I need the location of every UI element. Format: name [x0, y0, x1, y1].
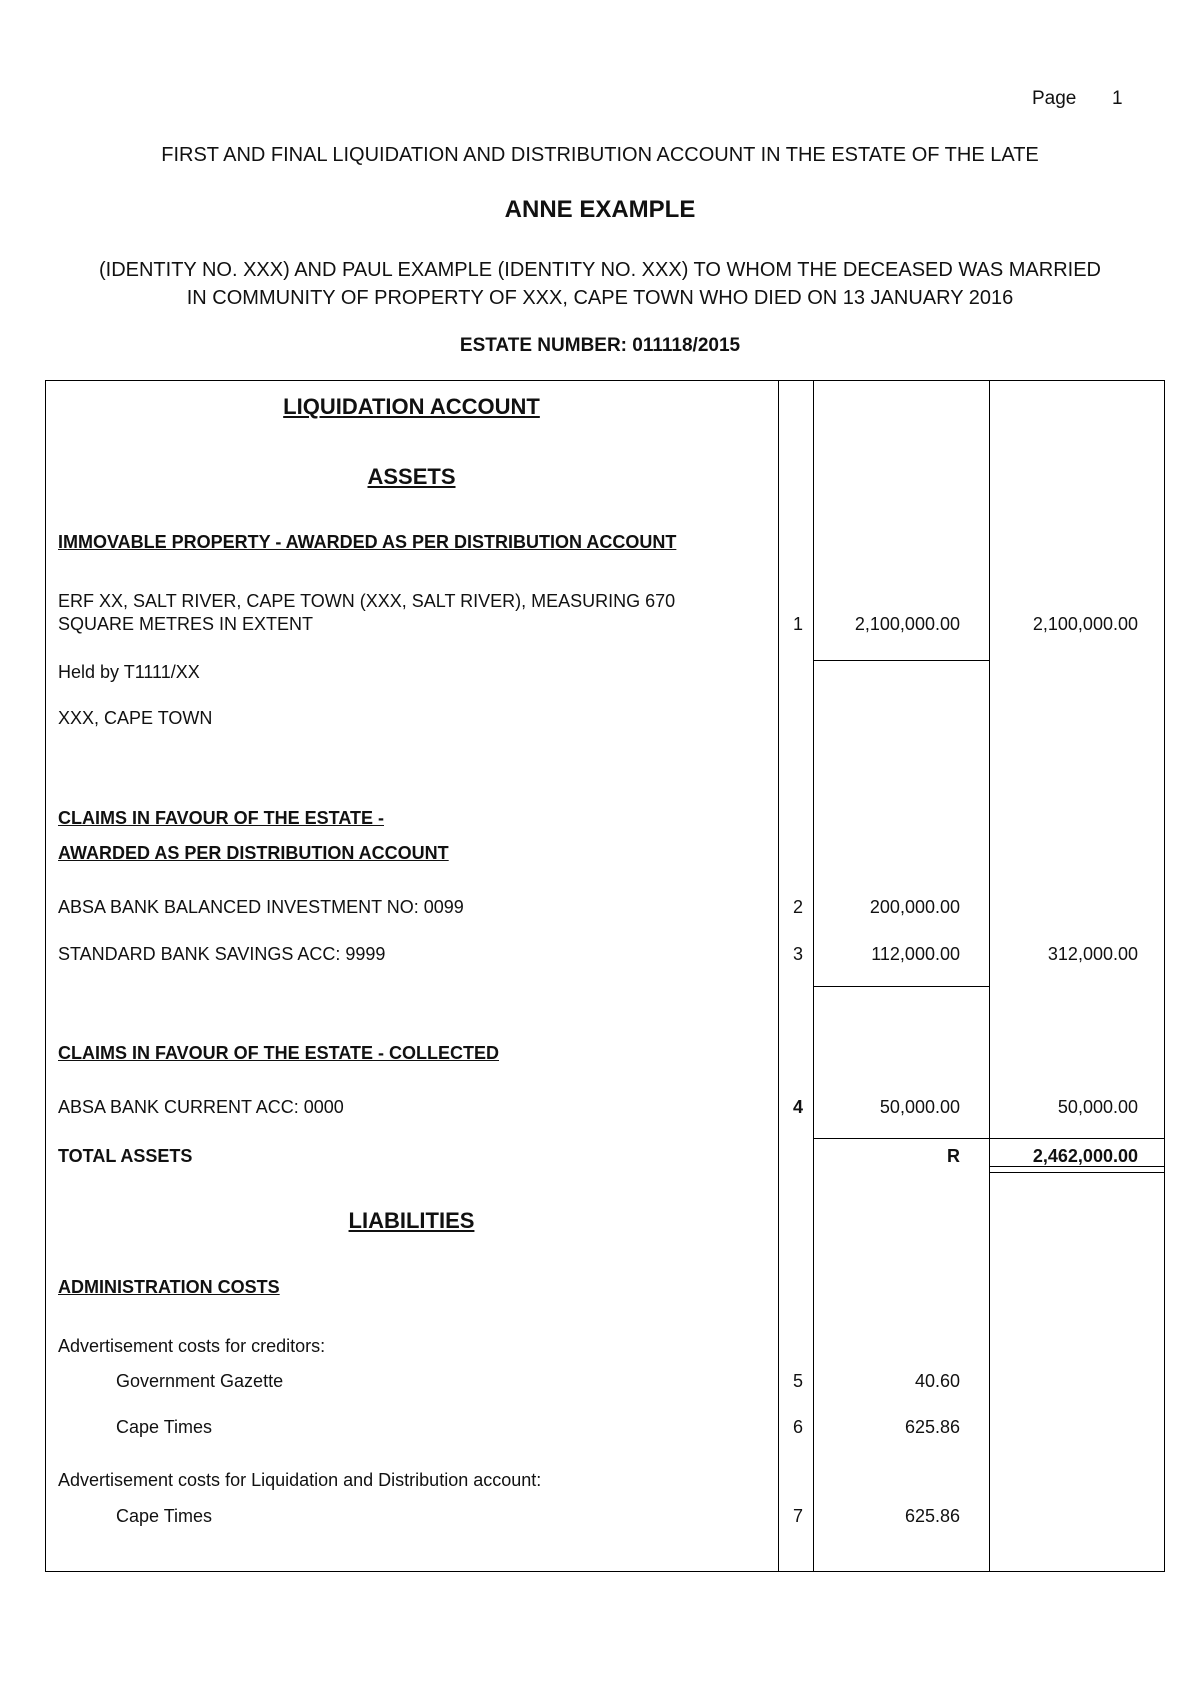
currency-symbol: R [947, 1146, 960, 1166]
claim-item-label: ABSA BANK BALANCED INVESTMENT NO: 0099 [58, 897, 464, 917]
column-divider-note-right [813, 380, 814, 1572]
liabilities-heading: LIABILITIES [348, 1208, 475, 1233]
total-assets-amount: 2,462,000.00 [1032, 1146, 1138, 1166]
note-number: 7 [792, 1506, 803, 1526]
estate-number: ESTATE NUMBER: 011118/2015 [459, 335, 741, 356]
note-number: 4 [792, 1097, 803, 1117]
description-line-1: (IDENTITY NO. XXX) AND PAUL EXAMPLE (IDENTITY NO. XXX) TO WHOM THE DECEASED WAS MARRIED [98, 259, 1101, 281]
note-number: 3 [792, 944, 803, 964]
page-number: 1 [1112, 88, 1123, 109]
column-divider-note-left [778, 380, 779, 1572]
amount: 200,000.00 [869, 897, 960, 917]
column-divider-amount [989, 380, 990, 1572]
immovable-property-heading: IMMOVABLE PROPERTY - AWARDED AS PER DISTRIBUTION ACCOUNT [58, 532, 677, 552]
document-title: FIRST AND FINAL LIQUIDATION AND DISTRIBUTION ACCOUNT IN THE ESTATE OF THE LATE [161, 144, 1039, 166]
page-label: Page [1032, 88, 1077, 109]
amount: 50,000.00 [879, 1097, 960, 1117]
deceased-name: ANNE EXAMPLE [504, 196, 696, 223]
cost-item-label: Government Gazette [116, 1371, 284, 1391]
total-rule-top [813, 1138, 1165, 1139]
note-number: 6 [792, 1417, 803, 1437]
immovable-item-line-1: ERF XX, SALT RIVER, CAPE TOWN (XXX, SALT RIVER), MEASURING 670 [58, 591, 676, 611]
assets-heading: ASSETS [367, 464, 456, 489]
held-by: Held by T1111/XX [58, 662, 200, 682]
ld-advert-label: Advertisement costs for Liquidation and Distribution account: [58, 1470, 542, 1490]
estate-description [0, 256, 1200, 312]
note-number: 2 [792, 897, 803, 917]
total-rule-double-2 [989, 1172, 1165, 1173]
subtotal: 50,000.00 [1057, 1097, 1138, 1117]
administration-costs-heading: ADMINISTRATION COSTS [58, 1277, 280, 1297]
liquidation-account-heading: LIQUIDATION ACCOUNT [283, 394, 540, 419]
subtotal-rule-1 [813, 660, 989, 661]
cost-item-label: Cape Times [116, 1417, 213, 1437]
total-assets-label: TOTAL ASSETS [58, 1146, 193, 1166]
property-location: XXX, CAPE TOWN [58, 708, 213, 728]
claim-item-label: STANDARD BANK SAVINGS ACC: 9999 [58, 944, 386, 964]
claims-awarded-heading-1: CLAIMS IN FAVOUR OF THE ESTATE - [58, 808, 384, 828]
amount: 112,000.00 [871, 944, 960, 964]
amount: 625.86 [904, 1506, 960, 1526]
subtotal-rule-2 [813, 986, 989, 987]
amount: 40.60 [914, 1371, 960, 1391]
collected-item-label: ABSA BANK CURRENT ACC: 0000 [58, 1097, 344, 1117]
cost-item-label: Cape Times [116, 1506, 213, 1526]
note-number: 5 [792, 1371, 803, 1391]
claims-awarded-heading-2: AWARDED AS PER DISTRIBUTION ACCOUNT [58, 843, 449, 863]
subtotal: 312,000.00 [1047, 944, 1138, 964]
amount: 2,100,000.00 [854, 614, 960, 634]
immovable-item-line-2: SQUARE METRES IN EXTENT [58, 614, 314, 634]
description-line-2: IN COMMUNITY OF PROPERTY OF XXX, CAPE TOWN WHO DIED ON 13 JANUARY 2016 [186, 287, 1014, 309]
note-number: 1 [792, 614, 803, 634]
liquidation-table [45, 380, 1165, 1572]
claims-collected-heading: CLAIMS IN FAVOUR OF THE ESTATE - COLLECTED [58, 1043, 499, 1063]
subtotal: 2,100,000.00 [1032, 614, 1138, 634]
amount: 625.86 [904, 1417, 960, 1437]
creditors-advert-label: Advertisement costs for creditors: [58, 1336, 326, 1356]
